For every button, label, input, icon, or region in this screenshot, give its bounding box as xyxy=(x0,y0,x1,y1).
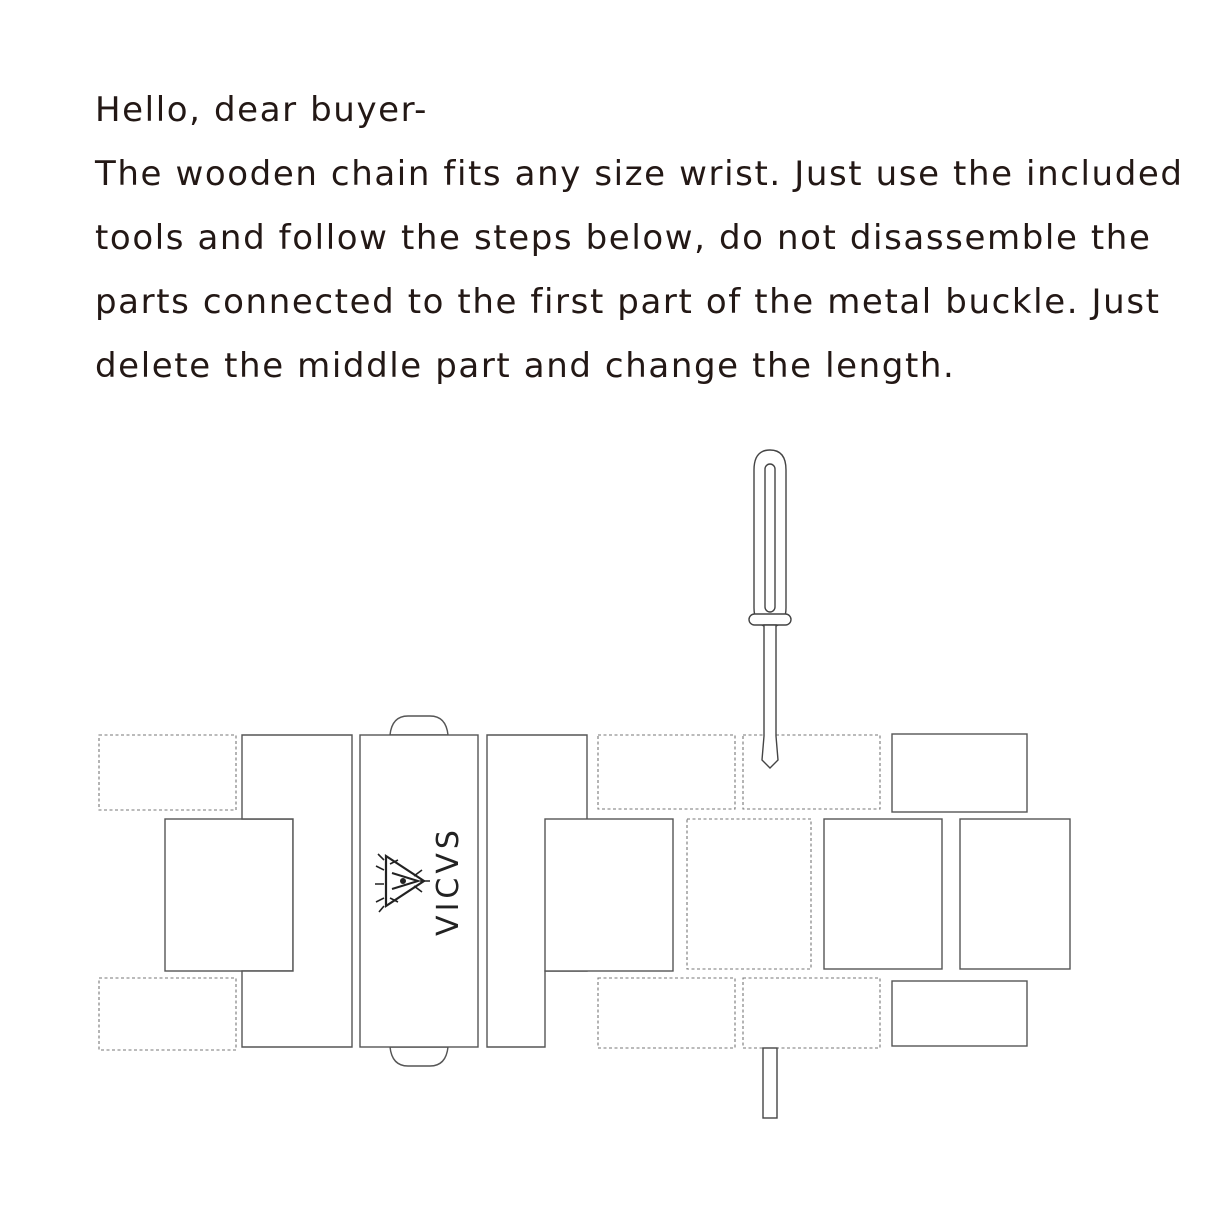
dashed-link-bottom-2 xyxy=(743,978,880,1048)
pin-below-band xyxy=(763,1048,777,1118)
intro-line-3: parts connected to the first part of the metal buckle. Just xyxy=(95,282,1161,322)
link-right-center-3 xyxy=(960,819,1070,969)
link-right-top xyxy=(892,734,1027,812)
brand-logo-text: VICVS xyxy=(431,826,466,936)
dashed-link-bottom-1 xyxy=(598,978,735,1048)
screwdriver-handle-slot xyxy=(765,464,775,612)
screwdriver-collar xyxy=(749,614,791,625)
link-right-center-1 xyxy=(545,819,673,971)
intro-line-1: The wooden chain fits any size wrist. Just use the included xyxy=(95,154,1184,194)
intro-line-2: tools and follow the steps below, do not disassemble the xyxy=(95,218,1152,258)
dashed-link-center xyxy=(687,819,811,969)
watch-clasp xyxy=(360,716,478,1066)
link-left-center xyxy=(165,819,293,971)
clasp-lug-top xyxy=(390,716,448,735)
dashed-link-bottom-left xyxy=(99,978,236,1050)
link-right-bottom xyxy=(892,981,1027,1046)
dashed-link-top-1 xyxy=(598,735,735,809)
dashed-link-top-left xyxy=(99,735,236,810)
link-right-center-2 xyxy=(824,819,942,969)
clasp-lug-bottom xyxy=(390,1047,448,1066)
screwdriver-shaft xyxy=(762,625,778,768)
greeting: Hello, dear buyer- xyxy=(95,90,428,130)
intro-line-4: delete the middle part and change the length. xyxy=(95,346,956,386)
